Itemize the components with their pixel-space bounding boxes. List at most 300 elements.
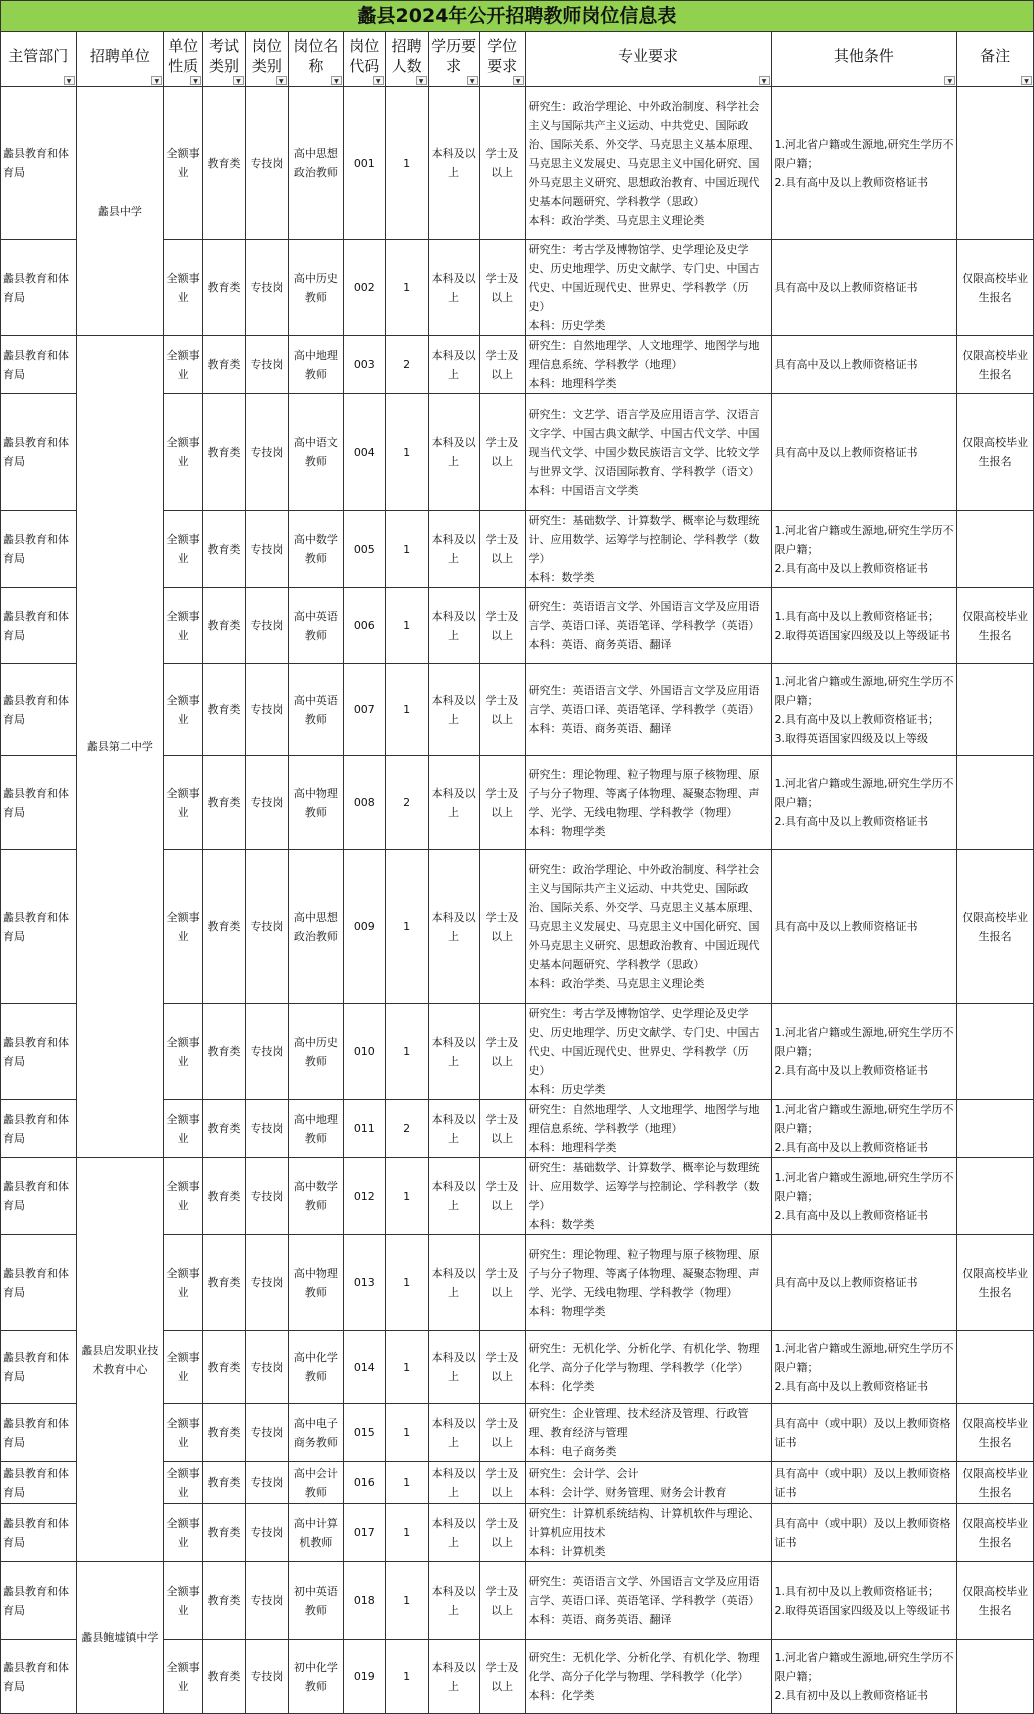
cell-other-text: 具有高中及以上教师资格证书 (774, 920, 918, 933)
cell-dept: 蠡县教育和体育局 (1, 1562, 77, 1640)
cell-note (957, 1331, 1034, 1404)
cell-other-text: 1.河北省户籍或生源地,研究生学历不限户籍； 2.具有高中及以上教师资格证书 (774, 523, 954, 575)
table-row (1, 336, 1034, 394)
cell-dept: 蠡县教育和体育局 (1, 1235, 77, 1331)
cell-major (525, 394, 771, 511)
filter-dropdown-icon[interactable]: ▼ (1021, 76, 1032, 85)
cell-note: 仅限高校毕业生报名 (957, 1404, 1034, 1462)
cell-other-text: 具有高中（或中职）及以上教师资格证书 (774, 1466, 951, 1499)
cell-nature: 全额事业 (164, 1158, 203, 1235)
cell-num: 1 (385, 240, 428, 336)
cell-exam: 教育类 (203, 1004, 246, 1100)
cell-dept: 蠡县教育和体育局 (1, 394, 77, 511)
cell-other (771, 1100, 957, 1158)
cell-nature: 全额事业 (164, 1562, 203, 1640)
cell-pname: 高中地理教师 (288, 1100, 343, 1158)
cell-other-text: 1.河北省户籍或生源地,研究生学历不限户籍； 2.具有高中及以上教师资格证书 (774, 1341, 954, 1393)
cell-pname: 高中思想政治教师 (288, 87, 343, 240)
cell-nature: 全额事业 (164, 336, 203, 394)
cell-exam: 教育类 (203, 850, 246, 1004)
filter-dropdown-icon[interactable]: ▼ (190, 76, 201, 85)
cell-other (771, 756, 957, 850)
cell-degree: 学士及以上 (479, 1158, 525, 1235)
filter-dropdown-icon[interactable]: ▼ (467, 76, 478, 85)
cell-major-text: 研究生：英语语言文学、外国语言文学及应用语言学、英语口译、英语笔译、学科教学（英语） 本科：英语、商务英语、翻译 (528, 684, 760, 735)
cell-nature: 全额事业 (164, 588, 203, 664)
cell-pname: 初中化学教师 (288, 1640, 343, 1714)
cell-nature: 全额事业 (164, 1462, 203, 1504)
cell-dept: 蠡县教育和体育局 (1, 1640, 77, 1714)
col-header-dept[interactable]: 主管部门 ▼ (1, 32, 77, 87)
cell-num: 1 (385, 1562, 428, 1640)
cell-ptype: 专技岗 (245, 511, 288, 588)
cell-other-text: 1.河北省户籍或生源地,研究生学历不限户籍； 2.具有初中及以上教师资格证书 (774, 1651, 954, 1702)
cell-pname: 初中英语教师 (288, 1562, 343, 1640)
cell-code: 008 (343, 756, 385, 850)
cell-nature: 全额事业 (164, 850, 203, 1004)
cell-num: 1 (385, 588, 428, 664)
cell-major-text: 研究生：文艺学、语言学及应用语言学、汉语言文字学、中国古典文献学、中国古代文学、中国现当代文学、中国少数民族语言文学、比较文学与世界文学、汉语国际教育、学科教学（语文） 本科：中国语言文学类 (528, 407, 760, 497)
cell-major (525, 336, 771, 394)
cell-pname: 高中物理教师 (288, 1235, 343, 1331)
cell-note (957, 1100, 1034, 1158)
cell-pname: 高中英语教师 (288, 588, 343, 664)
cell-pname: 高中英语教师 (288, 664, 343, 756)
cell-major-text: 研究生：政治学理论、中外政治制度、科学社会主义与国际共产主义运动、中共党史、国际政治、国际关系、外交学、马克思主义基本原理、马克思主义发展史、马克思主义中国化研究、国外马克思主义研究、思想政治教育、中国近现代史基本问题研究、学科教学（思政） 本科：政治学类、马克思主义理论类 (528, 99, 760, 227)
cell-major (525, 850, 771, 1004)
cell-nature: 全额事业 (164, 1235, 203, 1331)
cell-nature: 全额事业 (164, 1640, 203, 1714)
cell-other-text: 具有高中及以上教师资格证书 (774, 281, 918, 294)
col-header-edu[interactable]: 学历要求 ▼ (428, 32, 479, 87)
cell-dept: 蠡县教育和体育局 (1, 1404, 77, 1462)
cell-other (771, 1235, 957, 1331)
cell-num: 1 (385, 1462, 428, 1504)
cell-major-text: 研究生：基础数学、计算数学、概率论与数理统计、应用数学、运筹学与控制论、学科教学（数学） 本科：数学类 (528, 514, 760, 584)
cell-pname: 高中数学教师 (288, 1158, 343, 1235)
cell-code: 002 (343, 240, 385, 336)
cell-nature: 全额事业 (164, 1504, 203, 1562)
cell-major (525, 1562, 771, 1640)
filter-dropdown-icon[interactable]: ▼ (513, 76, 524, 85)
cell-degree: 学士及以上 (479, 511, 525, 588)
cell-degree: 学士及以上 (479, 394, 525, 511)
table-row (1, 1562, 1034, 1640)
cell-other-text: 1.具有初中及以上教师资格证书； 2.取得英语国家四级及以上等级证书 (774, 1584, 951, 1617)
cell-ptype: 专技岗 (245, 588, 288, 664)
table-row (1, 1158, 1034, 1235)
cell-other (771, 850, 957, 1004)
cell-exam: 教育类 (203, 1640, 246, 1714)
cell-exam: 教育类 (203, 1331, 246, 1404)
cell-other (771, 1504, 957, 1562)
cell-pname: 高中计算机教师 (288, 1504, 343, 1562)
cell-dept: 蠡县教育和体育局 (1, 1462, 77, 1504)
cell-major-text: 研究生：考古学及博物馆学、史学理论及史学史、历史地理学、历史文献学、专门史、中国古代史、中国近现代史、世界史、学科教学（历史） 本科：历史学类 (528, 1007, 760, 1096)
cell-ptype: 专技岗 (245, 87, 288, 240)
cell-note: 仅限高校毕业生报名 (957, 850, 1034, 1004)
cell-ptype: 专技岗 (245, 1158, 288, 1235)
cell-note (957, 87, 1034, 240)
cell-major-text: 研究生：考古学及博物馆学、史学理论及史学史、历史地理学、历史文献学、专门史、中国古代史、中国近现代史、世界史、学科教学（历史） 本科：历史学类 (528, 243, 760, 332)
cell-major (525, 1004, 771, 1100)
cell-major (525, 1640, 771, 1714)
cell-pname: 高中历史教师 (288, 240, 343, 336)
cell-unit: 蠡县中学 (76, 87, 164, 336)
cell-dept: 蠡县教育和体育局 (1, 588, 77, 664)
col-header-other[interactable]: 其他条件 ▼ (771, 32, 957, 87)
cell-dept: 蠡县教育和体育局 (1, 1100, 77, 1158)
cell-other (771, 1331, 957, 1404)
cell-degree: 学士及以上 (479, 1235, 525, 1331)
cell-edu: 本科及以上 (428, 1640, 479, 1714)
cell-other (771, 336, 957, 394)
cell-major (525, 1331, 771, 1404)
cell-other (771, 1562, 957, 1640)
cell-num: 1 (385, 394, 428, 511)
cell-other (771, 1462, 957, 1504)
cell-major (525, 511, 771, 588)
cell-note: 仅限高校毕业生报名 (957, 1504, 1034, 1562)
filter-dropdown-icon[interactable]: ▼ (416, 76, 427, 85)
cell-degree: 学士及以上 (479, 588, 525, 664)
cell-unit: 蠡县鲍墟镇中学 (76, 1562, 164, 1714)
cell-ptype: 专技岗 (245, 394, 288, 511)
col-header-ptype[interactable]: 岗位类别 ▼ (245, 32, 288, 87)
cell-nature: 全额事业 (164, 1100, 203, 1158)
cell-dept: 蠡县教育和体育局 (1, 850, 77, 1004)
cell-ptype: 专技岗 (245, 1562, 288, 1640)
col-header-nature[interactable]: 单位性质 ▼ (164, 32, 203, 87)
cell-other-text: 具有高中（或中职）及以上教师资格证书 (774, 1516, 951, 1549)
cell-degree: 学士及以上 (479, 756, 525, 850)
cell-note (957, 1004, 1034, 1100)
header-row (1, 32, 1034, 87)
cell-num: 1 (385, 511, 428, 588)
cell-major-text: 研究生：计算机系统结构、计算机软件与理论、计算机应用技术 本科：计算机类 (528, 1507, 760, 1558)
cell-major-text: 研究生：无机化学、分析化学、有机化学、物理化学、高分子化学与物理、学科教学（化学） 本科：化学类 (528, 1341, 760, 1393)
cell-note: 仅限高校毕业生报名 (957, 1235, 1034, 1331)
cell-code: 001 (343, 87, 385, 240)
cell-degree: 学士及以上 (479, 87, 525, 240)
cell-exam: 教育类 (203, 87, 246, 240)
cell-nature: 全额事业 (164, 511, 203, 588)
cell-note: 仅限高校毕业生报名 (957, 394, 1034, 511)
cell-degree: 学士及以上 (479, 1331, 525, 1404)
cell-degree: 学士及以上 (479, 1004, 525, 1100)
cell-exam: 教育类 (203, 394, 246, 511)
cell-pname: 高中语文教师 (288, 394, 343, 511)
cell-other-text: 具有高中及以上教师资格证书 (774, 358, 918, 371)
cell-degree: 学士及以上 (479, 1462, 525, 1504)
cell-degree: 学士及以上 (479, 336, 525, 394)
cell-code: 016 (343, 1462, 385, 1504)
cell-edu: 本科及以上 (428, 1331, 479, 1404)
cell-exam: 教育类 (203, 1100, 246, 1158)
filter-dropdown-icon[interactable]: ▼ (944, 76, 955, 85)
cell-major-text: 研究生：理论物理、粒子物理与原子核物理、原子与分子物理、等离子体物理、凝聚态物理、声学、光学、无线电物理、学科教学（物理） 本科：物理学类 (528, 1247, 760, 1318)
cell-code: 005 (343, 511, 385, 588)
cell-code: 010 (343, 1004, 385, 1100)
cell-exam: 教育类 (203, 511, 246, 588)
cell-nature: 全额事业 (164, 1004, 203, 1100)
col-header-degree[interactable]: 学位要求 ▼ (479, 32, 525, 87)
cell-exam: 教育类 (203, 336, 246, 394)
cell-other (771, 1004, 957, 1100)
cell-major-text: 研究生：无机化学、分析化学、有机化学、物理化学、高分子化学与物理、学科教学（化学） 本科：化学类 (528, 1651, 760, 1702)
col-header-pname[interactable]: 岗位名称 ▼ (288, 32, 343, 87)
cell-exam: 教育类 (203, 1562, 246, 1640)
cell-exam: 教育类 (203, 588, 246, 664)
cell-dept: 蠡县教育和体育局 (1, 664, 77, 756)
cell-note: 仅限高校毕业生报名 (957, 336, 1034, 394)
cell-num: 1 (385, 87, 428, 240)
cell-exam: 教育类 (203, 1404, 246, 1462)
cell-edu: 本科及以上 (428, 1158, 479, 1235)
cell-edu: 本科及以上 (428, 1504, 479, 1562)
cell-nature: 全额事业 (164, 1331, 203, 1404)
cell-num: 1 (385, 1158, 428, 1235)
cell-edu: 本科及以上 (428, 1462, 479, 1504)
cell-exam: 教育类 (203, 1504, 246, 1562)
cell-major (525, 1404, 771, 1462)
cell-ptype: 专技岗 (245, 1004, 288, 1100)
cell-major (525, 756, 771, 850)
cell-major-text: 研究生：自然地理学、人文地理学、地图学与地理信息系统、学科教学（地理） 本科：地理科学类 (528, 339, 760, 390)
cell-other (771, 664, 957, 756)
cell-major-text: 研究生：理论物理、粒子物理与原子核物理、原子与分子物理、等离子体物理、凝聚态物理、声学、光学、无线电物理、学科教学（物理） 本科：物理学类 (528, 767, 760, 838)
cell-note: 仅限高校毕业生报名 (957, 240, 1034, 336)
cell-code: 011 (343, 1100, 385, 1158)
col-header-code[interactable]: 岗位代码 ▼ (343, 32, 385, 87)
col-header-major[interactable]: 专业要求 ▼ (525, 32, 771, 87)
cell-code: 003 (343, 336, 385, 394)
filter-dropdown-icon[interactable]: ▼ (331, 76, 342, 85)
cell-code: 017 (343, 1504, 385, 1562)
cell-ptype: 专技岗 (245, 1235, 288, 1331)
cell-degree: 学士及以上 (479, 850, 525, 1004)
cell-code: 009 (343, 850, 385, 1004)
cell-other (771, 1404, 957, 1462)
cell-note (957, 1158, 1034, 1235)
cell-pname: 高中思想政治教师 (288, 850, 343, 1004)
cell-major (525, 1504, 771, 1562)
cell-other-text: 1.具有高中及以上教师资格证书； 2.取得英语国家四级及以上等级证书 (774, 609, 951, 642)
cell-other-text: 具有高中（或中职）及以上教师资格证书 (774, 1416, 951, 1449)
cell-edu: 本科及以上 (428, 756, 479, 850)
cell-num: 1 (385, 1504, 428, 1562)
cell-num: 2 (385, 756, 428, 850)
cell-ptype: 专技岗 (245, 1404, 288, 1462)
cell-major (525, 87, 771, 240)
cell-note (957, 664, 1034, 756)
cell-code: 019 (343, 1640, 385, 1714)
cell-degree: 学士及以上 (479, 664, 525, 756)
col-header-num[interactable]: 招聘人数 ▼ (385, 32, 428, 87)
filter-dropdown-icon[interactable]: ▼ (373, 76, 384, 85)
cell-other (771, 87, 957, 240)
col-header-note[interactable]: 备注 ▼ (957, 32, 1034, 87)
cell-code: 018 (343, 1562, 385, 1640)
cell-other-text: 1.河北省户籍或生源地,研究生学历不限户籍； 2.具有高中及以上教师资格证书 (774, 137, 954, 189)
cell-dept: 蠡县教育和体育局 (1, 1504, 77, 1562)
filter-dropdown-icon[interactable]: ▼ (64, 76, 75, 85)
cell-dept: 蠡县教育和体育局 (1, 240, 77, 336)
filter-dropdown-icon[interactable]: ▼ (276, 76, 287, 85)
cell-exam: 教育类 (203, 1462, 246, 1504)
cell-exam: 教育类 (203, 1158, 246, 1235)
cell-major (525, 664, 771, 756)
cell-edu: 本科及以上 (428, 240, 479, 336)
cell-note (957, 511, 1034, 588)
cell-nature: 全额事业 (164, 240, 203, 336)
cell-major-text: 研究生：英语语言文学、外国语言文学及应用语言学、英语口译、英语笔译、学科教学（英语） 本科：英语、商务英语、翻译 (528, 600, 760, 651)
cell-degree: 学士及以上 (479, 1404, 525, 1462)
cell-nature: 全额事业 (164, 87, 203, 240)
cell-pname: 高中电子商务教师 (288, 1404, 343, 1462)
cell-edu: 本科及以上 (428, 1100, 479, 1158)
cell-edu: 本科及以上 (428, 336, 479, 394)
cell-num: 1 (385, 1235, 428, 1331)
cell-major (525, 588, 771, 664)
cell-edu: 本科及以上 (428, 1004, 479, 1100)
cell-major-text: 研究生：政治学理论、中外政治制度、科学社会主义与国际共产主义运动、中共党史、国际政治、国际关系、外交学、马克思主义基本原理、马克思主义发展史、马克思主义中国化研究、国外马克思主义研究、思想政治教育、中国近现代史基本问题研究、学科教学（思政） 本科：政治学类、马克思主义理论类 (528, 863, 760, 990)
cell-pname: 高中数学教师 (288, 511, 343, 588)
cell-code: 006 (343, 588, 385, 664)
cell-other (771, 394, 957, 511)
cell-ptype: 专技岗 (245, 664, 288, 756)
cell-pname: 高中化学教师 (288, 1331, 343, 1404)
cell-other-text: 1.河北省户籍或生源地,研究生学历不限户籍； 2.具有高中及以上教师资格证书 (774, 1103, 954, 1154)
col-header-unit[interactable]: 招聘单位 ▼ (76, 32, 164, 87)
cell-major-text: 研究生：企业管理、技术经济及管理、行政管理、教育经济与管理 本科：电子商务类 (528, 1407, 749, 1458)
cell-exam: 教育类 (203, 240, 246, 336)
cell-note: 仅限高校毕业生报名 (957, 588, 1034, 664)
cell-edu: 本科及以上 (428, 1562, 479, 1640)
cell-dept: 蠡县教育和体育局 (1, 1004, 77, 1100)
cell-num: 1 (385, 1331, 428, 1404)
table-body (1, 87, 1034, 1714)
col-header-exam[interactable]: 考试类别 ▼ (203, 32, 246, 87)
cell-degree: 学士及以上 (479, 1504, 525, 1562)
cell-pname: 高中历史教师 (288, 1004, 343, 1100)
filter-dropdown-icon[interactable]: ▼ (759, 76, 770, 85)
cell-major (525, 1100, 771, 1158)
cell-other-text: 1.河北省户籍或生源地,研究生学历不限户籍； 2.具有高中及以上教师资格证书 (774, 1170, 954, 1222)
cell-exam: 教育类 (203, 664, 246, 756)
cell-ptype: 专技岗 (245, 1100, 288, 1158)
cell-ptype: 专技岗 (245, 1640, 288, 1714)
cell-code: 013 (343, 1235, 385, 1331)
cell-ptype: 专技岗 (245, 850, 288, 1004)
cell-ptype: 专技岗 (245, 1462, 288, 1504)
cell-ptype: 专技岗 (245, 336, 288, 394)
cell-num: 2 (385, 1100, 428, 1158)
cell-other (771, 1640, 957, 1714)
cell-nature: 全额事业 (164, 394, 203, 511)
cell-unit: 蠡县第二中学 (76, 336, 164, 1158)
cell-num: 1 (385, 850, 428, 1004)
cell-dept: 蠡县教育和体育局 (1, 87, 77, 240)
cell-edu: 本科及以上 (428, 87, 479, 240)
cell-code: 014 (343, 1331, 385, 1404)
cell-code: 015 (343, 1404, 385, 1462)
cell-ptype: 专技岗 (245, 1504, 288, 1562)
cell-major (525, 1235, 771, 1331)
cell-other (771, 511, 957, 588)
cell-note: 仅限高校毕业生报名 (957, 1462, 1034, 1504)
cell-major-text: 研究生：自然地理学、人文地理学、地图学与地理信息系统、学科教学（地理） 本科：地理科学类 (528, 1103, 760, 1154)
cell-major-text: 研究生：基础数学、计算数学、概率论与数理统计、应用数学、运筹学与控制论、学科教学（数学） 本科：数学类 (528, 1161, 760, 1231)
cell-edu: 本科及以上 (428, 1235, 479, 1331)
cell-code: 004 (343, 394, 385, 511)
cell-degree: 学士及以上 (479, 1100, 525, 1158)
cell-code: 012 (343, 1158, 385, 1235)
cell-nature: 全额事业 (164, 1404, 203, 1462)
cell-code: 007 (343, 664, 385, 756)
cell-major-text: 研究生：会计学、会计 本科：会计学、财务管理、财务会计教育 (528, 1466, 727, 1499)
cell-pname: 高中物理教师 (288, 756, 343, 850)
cell-edu: 本科及以上 (428, 1404, 479, 1462)
cell-edu: 本科及以上 (428, 588, 479, 664)
cell-major (525, 1462, 771, 1504)
cell-dept: 蠡县教育和体育局 (1, 756, 77, 850)
cell-note (957, 756, 1034, 850)
cell-edu: 本科及以上 (428, 850, 479, 1004)
cell-dept: 蠡县教育和体育局 (1, 1331, 77, 1404)
cell-num: 2 (385, 336, 428, 394)
table-row (1, 87, 1034, 240)
cell-ptype: 专技岗 (245, 756, 288, 850)
table-title: 蠡县2024年公开招聘教师岗位信息表 (1, 1, 1034, 32)
cell-pname: 高中地理教师 (288, 336, 343, 394)
filter-dropdown-icon[interactable]: ▼ (151, 76, 162, 85)
cell-degree: 学士及以上 (479, 1562, 525, 1640)
cell-dept: 蠡县教育和体育局 (1, 511, 77, 588)
cell-major (525, 240, 771, 336)
cell-note: 仅限高校毕业生报名 (957, 1562, 1034, 1640)
cell-ptype: 专技岗 (245, 1331, 288, 1404)
cell-exam: 教育类 (203, 756, 246, 850)
cell-nature: 全额事业 (164, 756, 203, 850)
cell-pname: 高中会计教师 (288, 1462, 343, 1504)
cell-edu: 本科及以上 (428, 664, 479, 756)
cell-num: 1 (385, 1404, 428, 1462)
cell-dept: 蠡县教育和体育局 (1, 1158, 77, 1235)
cell-other-text: 1.河北省户籍或生源地,研究生学历不限户籍； 2.具有高中及以上教师资格证书 (774, 777, 954, 828)
cell-major (525, 1158, 771, 1235)
cell-major-text: 研究生：英语语言文学、外国语言文学及应用语言学、英语口译、英语笔译、学科教学（英语） 本科：英语、商务英语、翻译 (528, 1575, 760, 1626)
cell-other (771, 588, 957, 664)
cell-other-text: 1.河北省户籍或生源地,研究生学历不限户籍； 2.具有高中及以上教师资格证书 (774, 1026, 954, 1077)
cell-other-text: 具有高中及以上教师资格证书 (774, 445, 918, 459)
filter-dropdown-icon[interactable]: ▼ (233, 76, 244, 85)
cell-unit: 蠡县启发职业技术教育中心 (76, 1158, 164, 1562)
cell-degree: 学士及以上 (479, 240, 525, 336)
cell-ptype: 专技岗 (245, 240, 288, 336)
cell-note (957, 1640, 1034, 1714)
cell-num: 1 (385, 1004, 428, 1100)
cell-other-text: 具有高中及以上教师资格证书 (774, 1276, 918, 1289)
cell-num: 1 (385, 664, 428, 756)
cell-edu: 本科及以上 (428, 511, 479, 588)
cell-dept: 蠡县教育和体育局 (1, 336, 77, 394)
cell-other (771, 240, 957, 336)
cell-degree: 学士及以上 (479, 1640, 525, 1714)
cell-num: 1 (385, 1640, 428, 1714)
cell-nature: 全额事业 (164, 664, 203, 756)
cell-other (771, 1158, 957, 1235)
